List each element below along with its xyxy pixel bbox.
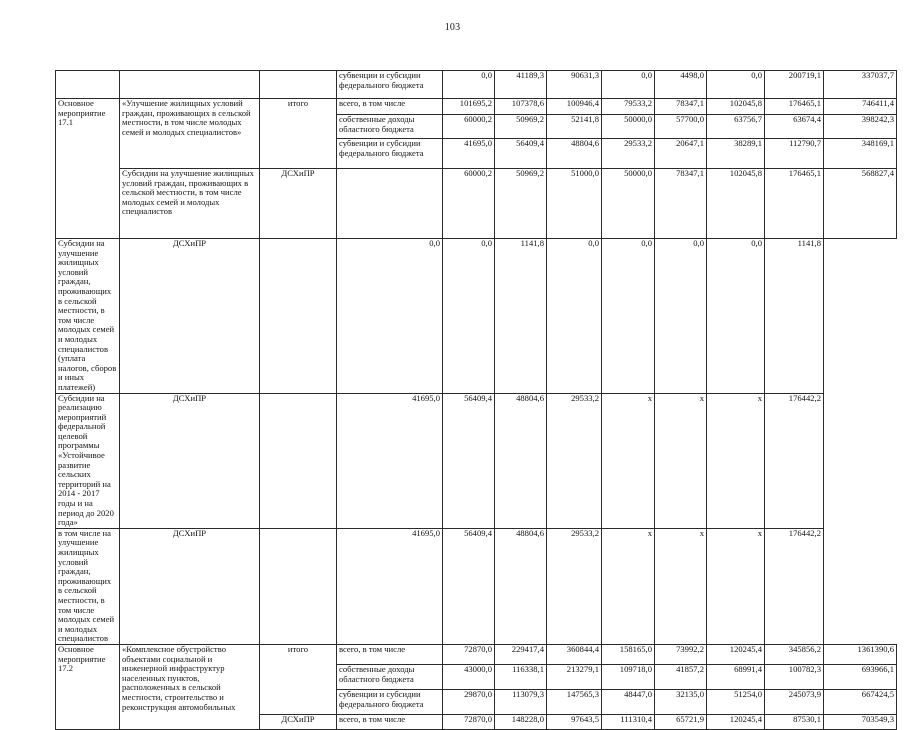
value-total: 667424,5 — [824, 689, 897, 714]
value-total: 348169,1 — [824, 139, 897, 169]
value-2015: 50969,2 — [495, 115, 547, 139]
value-2014: 60000,2 — [443, 169, 495, 239]
event-title-cell — [56, 71, 120, 99]
value-2015: 56409,4 — [495, 139, 547, 169]
value-2015: 229417,4 — [495, 644, 547, 664]
value-2019: x — [655, 393, 707, 528]
value-2016: 97643,5 — [547, 714, 602, 729]
funding-source: субвенции и субсидии федерального бюджета — [337, 689, 443, 714]
value-2019: 120245,4 — [707, 714, 765, 729]
value-2020: x — [707, 393, 765, 528]
value-2018: 65721,9 — [655, 714, 707, 729]
executor-cell — [260, 71, 337, 99]
value-2019: 63756,7 — [707, 115, 765, 139]
value-2016: 90631,3 — [547, 71, 602, 99]
value-2019: 68991,4 — [707, 664, 765, 689]
funding-source — [337, 169, 443, 239]
value-2017: 50000,0 — [602, 115, 655, 139]
value-2017: 79533,2 — [602, 99, 655, 115]
value-2016: 147565,3 — [547, 689, 602, 714]
value-2018: 4498,0 — [655, 71, 707, 99]
value-2016: 213279,1 — [547, 664, 602, 689]
value-2016: 48804,6 — [495, 528, 547, 644]
value-2016: 52141,8 — [547, 115, 602, 139]
value-total: 693966,1 — [824, 664, 897, 689]
value-2020: x — [707, 528, 765, 644]
subsidy-executor: ДСХиПР — [120, 393, 260, 528]
value-total: 568827,4 — [824, 169, 897, 239]
value-2019: 102045,8 — [707, 99, 765, 115]
value-2018: x — [602, 393, 655, 528]
table-row — [56, 239, 897, 394]
value-2015: 50969,2 — [495, 169, 547, 239]
value-2018: 73992,2 — [655, 644, 707, 664]
value-2018: 0,0 — [602, 239, 655, 394]
value-2018: 78347,1 — [655, 99, 707, 115]
value-2014: 41695,0 — [337, 393, 443, 528]
subsidy-description: Субсидии на реализацию мероприятий федеральной целевой программы «Устойчивое развитие сельских территорий на 2014 - 2017 годы и на период до 2020 года» — [56, 393, 120, 528]
table-row — [56, 528, 897, 644]
value-2014: 60000,2 — [443, 115, 495, 139]
event-executor: ДСХиПР — [260, 714, 337, 729]
funding-source: собственные доходы областного бюджета — [337, 664, 443, 689]
table-row — [56, 393, 897, 528]
value-2019: 38289,1 — [707, 139, 765, 169]
value-2020: 112790,7 — [765, 139, 824, 169]
value-2018: 32135,0 — [655, 689, 707, 714]
value-total: 703549,3 — [824, 714, 897, 729]
value-2017: 111310,4 — [602, 714, 655, 729]
value-2020: 176465,1 — [765, 169, 824, 239]
value-2018: x — [602, 528, 655, 644]
page-number: 103 — [444, 22, 461, 33]
value-2017: 29533,2 — [602, 139, 655, 169]
value-2020: 200719,1 — [765, 71, 824, 99]
funding-source: всего, в том числе — [337, 644, 443, 664]
funding-source: собственные доходы областного бюджета — [337, 115, 443, 139]
event-description: «Комплексное обустройство объектами социальной и инженерной инфраструктур населенных пунктов, расположенных в сельской местности, строительство и реконструкция автомобильных — [120, 644, 260, 729]
event-description-cell — [120, 71, 260, 99]
value-total: 1361390,6 — [824, 644, 897, 664]
value-2014: 43000,0 — [443, 664, 495, 689]
value-total: 1141,8 — [765, 239, 824, 394]
value-2018: 41857,2 — [655, 664, 707, 689]
funding-source: всего, в том числе — [337, 714, 443, 729]
value-2018: 57700,0 — [655, 115, 707, 139]
value-2014: 0,0 — [443, 71, 495, 99]
value-total: 746411,4 — [824, 99, 897, 115]
value-total: 176442,2 — [765, 528, 824, 644]
value-2015: 56409,4 — [443, 528, 495, 644]
table-row — [56, 99, 897, 115]
value-2017: 0,0 — [547, 239, 602, 394]
value-2018: 20647,1 — [655, 139, 707, 169]
value-2020: 63674,4 — [765, 115, 824, 139]
value-2015: 107378,6 — [495, 99, 547, 115]
funding-source: субвенции и субсидии федерального бюджета — [337, 139, 443, 169]
event-executor: итого — [260, 99, 337, 169]
event-title: Основное мероприятие 17.2 — [56, 644, 120, 729]
value-2014: 101695,2 — [443, 99, 495, 115]
value-2014: 41695,0 — [337, 528, 443, 644]
value-2018: 78347,1 — [655, 169, 707, 239]
value-2020: 0,0 — [707, 239, 765, 394]
value-2019: 0,0 — [655, 239, 707, 394]
value-2017: 158165,0 — [602, 644, 655, 664]
subsidy-executor: ДСХиПР — [260, 169, 337, 239]
funding-source — [260, 239, 337, 394]
value-2020: 87530,1 — [765, 714, 824, 729]
value-2020: 176465,1 — [765, 99, 824, 115]
value-2015: 116338,1 — [495, 664, 547, 689]
value-2015: 113079,3 — [495, 689, 547, 714]
event-title: Основное мероприятие 17.1 — [56, 99, 120, 239]
value-2019: 0,0 — [707, 71, 765, 99]
value-2017: 0,0 — [602, 71, 655, 99]
value-total: 337037,7 — [824, 71, 897, 99]
value-2016: 1141,8 — [495, 239, 547, 394]
value-2014: 29870,0 — [443, 689, 495, 714]
event-executor: итого — [260, 644, 337, 714]
subsidy-description: Субсидии на улучшение жилищных условий граждан, проживающих в сельской местности, в том числе молодых семей и молодых специалистов (уплата налогов, сборов и иных платежей) — [56, 239, 120, 394]
value-2014: 72870,0 — [443, 714, 495, 729]
funding-source — [260, 528, 337, 644]
value-total: 176442,2 — [765, 393, 824, 528]
value-2015: 56409,4 — [443, 393, 495, 528]
value-total: 398242,3 — [824, 115, 897, 139]
value-2016: 100946,4 — [547, 99, 602, 115]
value-2020: 345856,2 — [765, 644, 824, 664]
value-2019: x — [655, 528, 707, 644]
subsidy-executor: ДСХиПР — [120, 239, 260, 394]
value-2017: 109718,0 — [602, 664, 655, 689]
value-2014: 41695,0 — [443, 139, 495, 169]
value-2020: 245073,9 — [765, 689, 824, 714]
subsidy-description: в том числе на улучшение жилищных условий граждан, проживающих в сельской местности, в том числе молодых семей и молодых специалистов — [56, 528, 120, 644]
value-2015: 0,0 — [443, 239, 495, 394]
value-2014: 0,0 — [337, 239, 443, 394]
table-row — [56, 644, 897, 664]
value-2019: 51254,0 — [707, 689, 765, 714]
value-2015: 41189,3 — [495, 71, 547, 99]
budget-table — [55, 70, 897, 730]
value-2016: 48804,6 — [495, 393, 547, 528]
subsidy-executor: ДСХиПР — [120, 528, 260, 644]
value-2017: 29533,2 — [547, 528, 602, 644]
value-2015: 148228,0 — [495, 714, 547, 729]
value-2019: 120245,4 — [707, 644, 765, 664]
value-2019: 102045,8 — [707, 169, 765, 239]
funding-source: субвенции и субсидии федерального бюджета — [337, 71, 443, 99]
subsidy-description: Субсидии на улучшение жилищных условий граждан, проживающих в сельской местности, в том числе молодых семей и молодых специалистов — [120, 169, 260, 239]
value-2016: 360844,4 — [547, 644, 602, 664]
value-2016: 51000,0 — [547, 169, 602, 239]
value-2016: 48804,6 — [547, 139, 602, 169]
table-row — [56, 169, 897, 239]
funding-source — [260, 393, 337, 528]
funding-source: всего, в том числе — [337, 99, 443, 115]
value-2014: 72870,0 — [443, 644, 495, 664]
value-2017: 48447,0 — [602, 689, 655, 714]
value-2017: 29533,2 — [547, 393, 602, 528]
table-row — [56, 71, 897, 99]
event-description: «Улучшение жилищных условий граждан, проживающих в сельской местности, в том числе молодых семей и молодых специалистов» — [120, 99, 260, 169]
value-2020: 100782,3 — [765, 664, 824, 689]
value-2017: 50000,0 — [602, 169, 655, 239]
